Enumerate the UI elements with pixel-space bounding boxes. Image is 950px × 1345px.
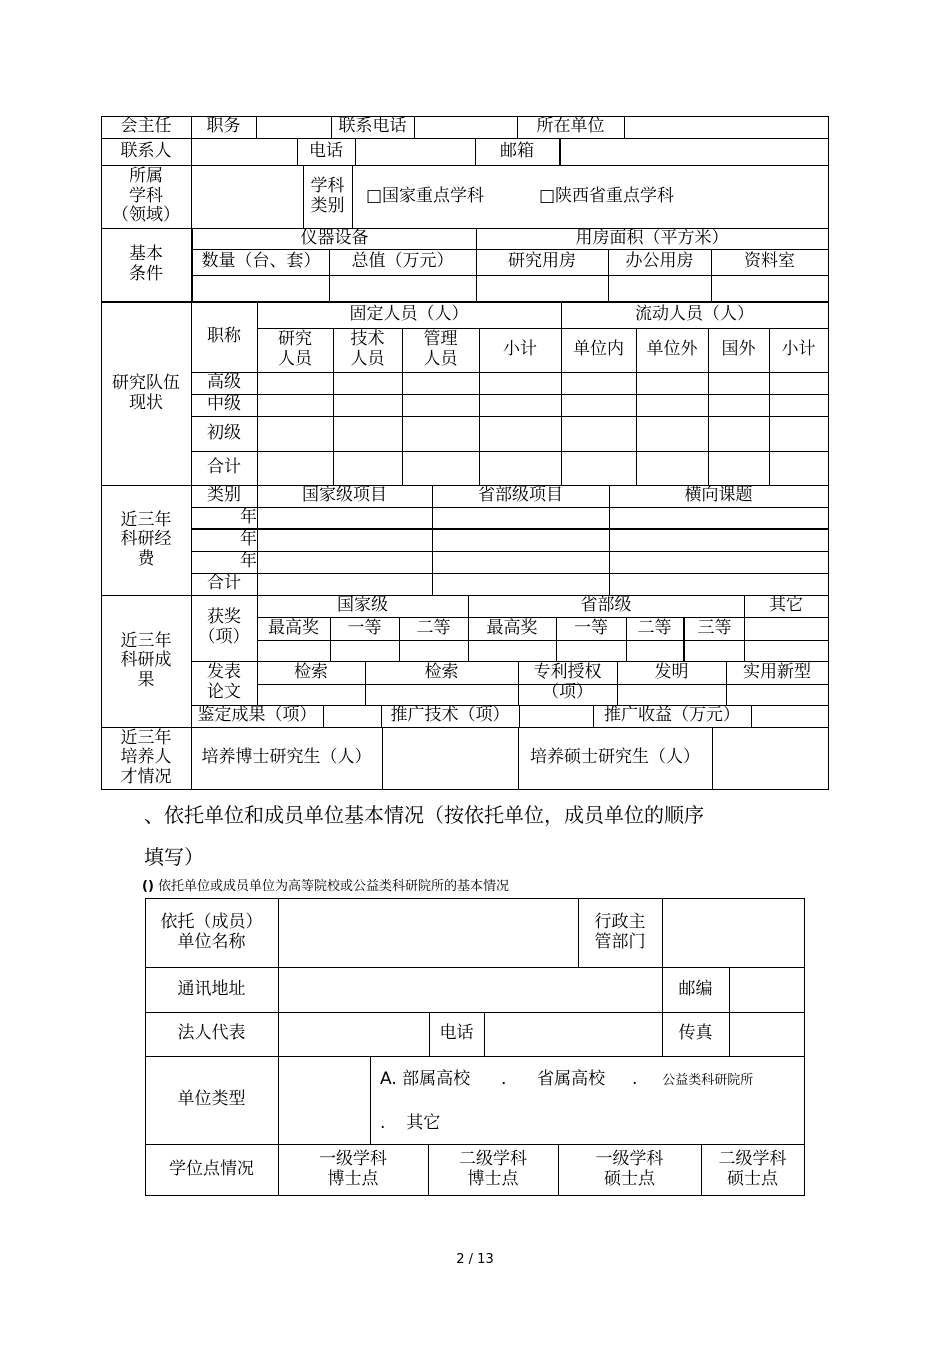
contact-phone-label: 联系电话 [338,116,407,137]
promotion-income-label: 推广收益（万元） [604,705,740,726]
room-area-header: 用房面积（平方米） [575,227,729,248]
sub-heading-text: 依托单位或成员单位为高等院校或公益类科研院所的基本情况 [158,879,510,894]
fixed-staff-header: 固定人员（人） [349,304,469,325]
phd-trained-label: 培养博士研究生（人） [201,747,372,768]
first-level-master-header: 一级学科 硕士点 [595,1148,664,1189]
option-separator: . [500,1069,507,1089]
unit-name-label: 依托（成员） 单位名称 [160,911,263,952]
table-border [101,789,829,790]
total-value-header: 总值（万元） [351,251,454,272]
funds-sum-row-label: 合计 [207,573,241,594]
office-room-header: 办公用房 [625,251,694,272]
admin-dept-label: 行政主 管部门 [594,911,646,952]
title-header: 职称 [207,326,241,347]
mobile-staff-header: 流动人员（人） [635,304,754,325]
second-level-phd-header: 二级学科 博士点 [459,1148,527,1189]
postcode-label: 邮编 [678,978,713,999]
unit-type-field[interactable] [278,1056,370,1144]
research-room-header: 研究用房 [508,251,576,272]
appraisal-label: 鉴定成果（项） [197,705,317,726]
inside-unit-header: 单位内 [573,339,624,360]
provincial-award-header: 省部级 [580,595,632,616]
option-public-research-institute[interactable]: 公益类科研院所 [662,1073,754,1088]
national-project-header: 国家级项目 [302,485,387,506]
phone-label: 电话 [309,140,343,161]
quantity-header: 数量（台、套） [201,251,321,272]
unit-type-options-row1 [380,1068,753,1092]
top-award-header: 最高奖 [268,617,319,638]
section-heading-line2: 填写） [144,845,204,869]
indexed-header: 检索 [294,661,328,682]
unit-field[interactable] [624,116,828,138]
junior-row-label: 初级 [207,422,241,443]
abroad-header: 国外 [721,339,756,360]
third-class-header: 三等 [697,617,732,638]
middle-row-label: 中级 [207,394,241,415]
unit-type-options-row2 [380,1112,440,1134]
researcher-header: 研究 人员 [278,329,312,369]
phone-field[interactable] [355,138,475,165]
sub-heading [142,878,509,896]
page-number: 2 / 13 [456,1252,494,1267]
utility-model-header: 实用新型 [743,661,811,682]
archive-room-header: 资料室 [744,251,795,272]
fax-label: 传真 [678,1023,713,1044]
first-class-header: 一等 [347,617,382,638]
shaanxi-key-discipline-checkbox[interactable]: □陕西省重点学科 [539,185,675,206]
team-sum-row-label: 合计 [207,457,241,478]
national-award-header: 国家级 [337,595,388,616]
first-class-header: 一等 [574,617,608,638]
outside-unit-header: 单位外 [646,339,698,360]
fax-field[interactable] [729,1012,804,1056]
basic-conditions-label: 基本 条件 [129,244,163,284]
unit-phone-field[interactable] [484,1012,662,1056]
indexed-header: 检索 [424,661,459,682]
email-field[interactable] [561,138,828,165]
master-trained-label: 培养硕士研究生（人） [530,747,700,768]
research-results-label: 近三年 科研成 果 [120,630,172,690]
second-class-header: 二等 [637,617,672,638]
option-other[interactable]: 其它 [406,1113,441,1133]
address-field[interactable] [278,967,662,1012]
admin-dept-field[interactable] [662,898,804,967]
manager-header: 管理 人员 [423,329,458,369]
option-separator: . [380,1113,386,1133]
option-ministry-university[interactable]: A. 部属高校 [380,1069,471,1089]
research-team-label: 研究队伍 现状 [112,372,180,413]
position-field[interactable] [256,116,331,138]
option-provincial-university[interactable]: 省属高校 [537,1069,606,1089]
papers-label: 发表 论文 [207,662,241,702]
talent-label: 近三年 培养人 才情况 [120,727,172,787]
promoted-tech-label: 推广技术（项） [390,705,510,726]
option-separator: . [631,1069,638,1089]
patent-label: 专利授权 （项） [533,662,602,702]
postcode-field[interactable] [729,967,804,1012]
technician-header: 技术 人员 [350,329,385,369]
first-level-phd-header: 一级学科 博士点 [319,1148,387,1189]
horizontal-project-header: 横向课题 [684,485,753,506]
legal-rep-field[interactable] [278,1012,429,1056]
discipline-field[interactable] [191,165,303,228]
sub-heading-prefix: () [142,879,154,894]
top-award-header: 最高奖 [486,617,538,638]
degree-points-label: 学位点情况 [169,1158,254,1179]
senior-row-label: 高级 [207,372,241,393]
discipline-category-label: 学科 类别 [310,175,345,216]
year-row-label: 年 [240,551,257,572]
awards-label: 获奖 （项） [198,607,250,647]
legal-rep-label: 法人代表 [177,1023,246,1044]
section-heading-line1: 、依托单位和成员单位基本情况（按依托单位，成员单位的顺序 [144,803,704,827]
email-label: 邮箱 [500,140,534,161]
year-row-label: 年 [240,529,257,550]
other-award-header: 其它 [769,595,803,616]
contact-person-label: 联系人 [120,140,172,161]
provincial-project-header: 省部级项目 [478,485,563,506]
unit-type-label: 单位类型 [177,1089,246,1110]
discipline-label: 所属 学科 （领域） [112,166,180,226]
address-label: 通讯地址 [177,978,246,999]
table-border [828,116,829,790]
invention-header: 发明 [654,661,689,682]
equipment-header: 仪器设备 [300,227,369,248]
unit-label: 所在单位 [536,116,605,137]
contact-phone-field[interactable] [414,116,517,138]
director-label: 会主任 [120,116,172,137]
subtotal2-header: 小计 [781,339,816,360]
second-level-master-header: 二级学科 硕士点 [718,1148,787,1189]
unit-phone-label: 电话 [439,1023,474,1044]
category-header: 类别 [207,485,241,506]
subtotal-header: 小计 [503,339,537,360]
unit-name-field[interactable] [278,898,578,967]
national-key-discipline-checkbox[interactable]: □国家重点学科 [366,185,485,206]
position-label: 职务 [206,116,241,137]
second-class-header: 二等 [416,617,451,638]
year-row-label: 年 [240,507,257,528]
contact-person-field[interactable] [191,138,297,165]
research-funds-label: 近三年 科研经 费 [120,509,172,569]
